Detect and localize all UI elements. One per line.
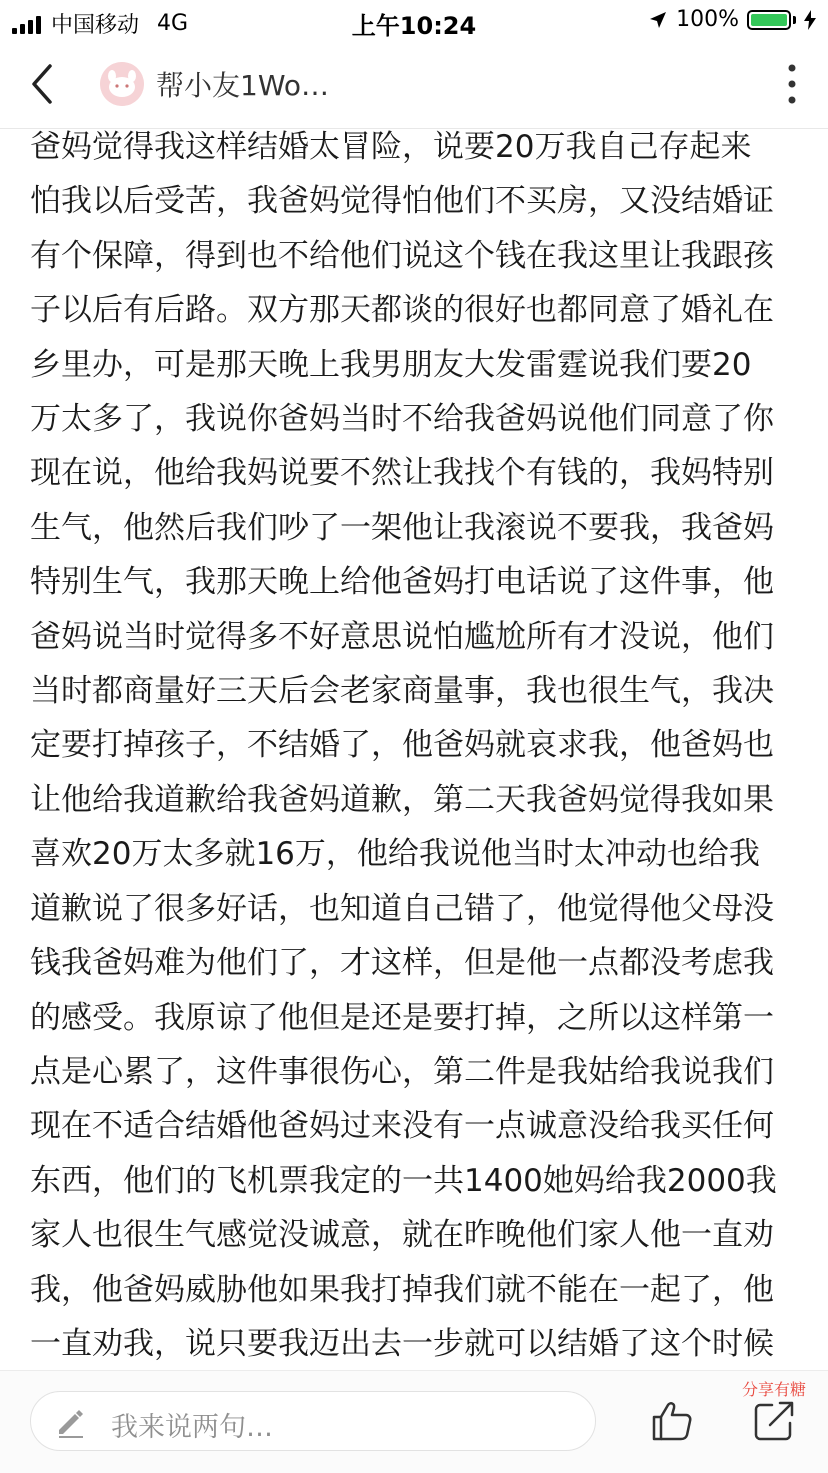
nav-bar: [0, 42, 828, 129]
like-button[interactable]: [650, 1399, 694, 1443]
article-line: 爸妈说当时觉得多不好意思说怕尴尬所有才没说，他们: [30, 618, 774, 655]
charging-bolt-icon: [804, 10, 816, 30]
pencil-icon: [55, 1406, 87, 1438]
article-line: 怕我以后受苦，我爸妈觉得怕他们不买房，又没结婚证: [30, 183, 774, 220]
battery-cap: [793, 16, 796, 24]
battery-icon: [747, 10, 791, 30]
back-icon: [22, 62, 66, 106]
article-line: 子以后有后路。双方那天都谈的很好也都同意了婚礼在: [30, 292, 774, 329]
article-line: 我，他爸妈威胁他如果我打掉我们就不能在一起了，他: [30, 1271, 774, 1308]
avatar-icon[interactable]: [100, 62, 144, 106]
article-line: 的感受。我原谅了他但是还是要打掉，之所以这样第一: [30, 999, 774, 1036]
status-time: 上午10:24: [351, 12, 477, 40]
article-line: 爸妈觉得我这样结婚太冒险，说要20万我自己存起来: [30, 129, 752, 165]
bottom-bar: [0, 1370, 828, 1473]
page-title[interactable]: 帮小友1Wo…: [156, 69, 329, 102]
article-body: [30, 120, 802, 1370]
share-button[interactable]: [752, 1399, 796, 1443]
share-sugar-badge: 分享有糖: [741, 1380, 806, 1399]
article-line: 生气，他然后我们吵了一架他让我滚说不要我，我爸妈: [30, 509, 774, 546]
article-line: 喜欢20万太多就16万，他给我说他当时太冲动也给我: [30, 836, 760, 873]
comment-placeholder: 我来说两句…: [111, 1412, 273, 1443]
network-label: 4G: [157, 11, 189, 36]
article-line: 万太多了，我说你爸妈当时不给我爸妈说他们同意了你: [30, 401, 774, 438]
article-line: 现在说，他给我妈说要不然让我找个有钱的，我妈特别: [30, 455, 774, 492]
article-line: 特别生气，我那天晚上给他爸妈打电话说了这件事，他: [30, 564, 774, 601]
status-bar: [0, 0, 828, 42]
article-line: 有个保障，得到也不给他们说这个钱在我这里让我跟孩: [30, 237, 774, 274]
article-line: 道歉说了很多好话，也知道自己错了，他觉得他父母没: [30, 890, 774, 927]
location-arrow-icon: [648, 10, 668, 30]
article-line: 钱我爸妈难为他们了，才这样，但是他一点都没考虑我: [30, 945, 774, 982]
article-line: 点是心累了，这件事很伤心，第二件是我姑给我说我们: [30, 1053, 774, 1090]
article-line: 现在不适合结婚他爸妈过来没有一点诚意没给我买任何: [30, 1108, 774, 1145]
battery-level-fill: [751, 14, 787, 26]
comment-input[interactable]: [30, 1391, 596, 1451]
status-right: [648, 7, 816, 32]
carrier-label: 中国移动: [51, 13, 140, 38]
article-line: 让他给我道歉给我爸妈道歉，第二天我爸妈觉得我如果: [30, 781, 774, 818]
back-button[interactable]: [22, 62, 66, 106]
more-icon: [780, 62, 804, 106]
article-line: 当时都商量好三天后会老家商量事，我也很生气，我决: [30, 673, 774, 710]
more-button[interactable]: [780, 62, 804, 106]
article-line: 家人也很生气感觉没诚意，就在昨晚他们家人他一直劝: [30, 1217, 774, 1254]
article-line: 一直劝我，说只要我迈出去一步就可以结婚了这个时候: [30, 1325, 774, 1362]
battery-percent: 100%: [676, 7, 739, 32]
article-line: 乡里办，可是那天晚上我男朋友大发雷霆说我们要20: [30, 346, 752, 383]
article-line: 东西，他们的飞机票我定的一共1400她妈给我2000我: [30, 1162, 777, 1199]
share-icon: [752, 1399, 796, 1443]
like-icon: [650, 1399, 694, 1443]
article-line: 定要打掉孩子，不结婚了，他爸妈就哀求我，他爸妈也: [30, 727, 774, 764]
